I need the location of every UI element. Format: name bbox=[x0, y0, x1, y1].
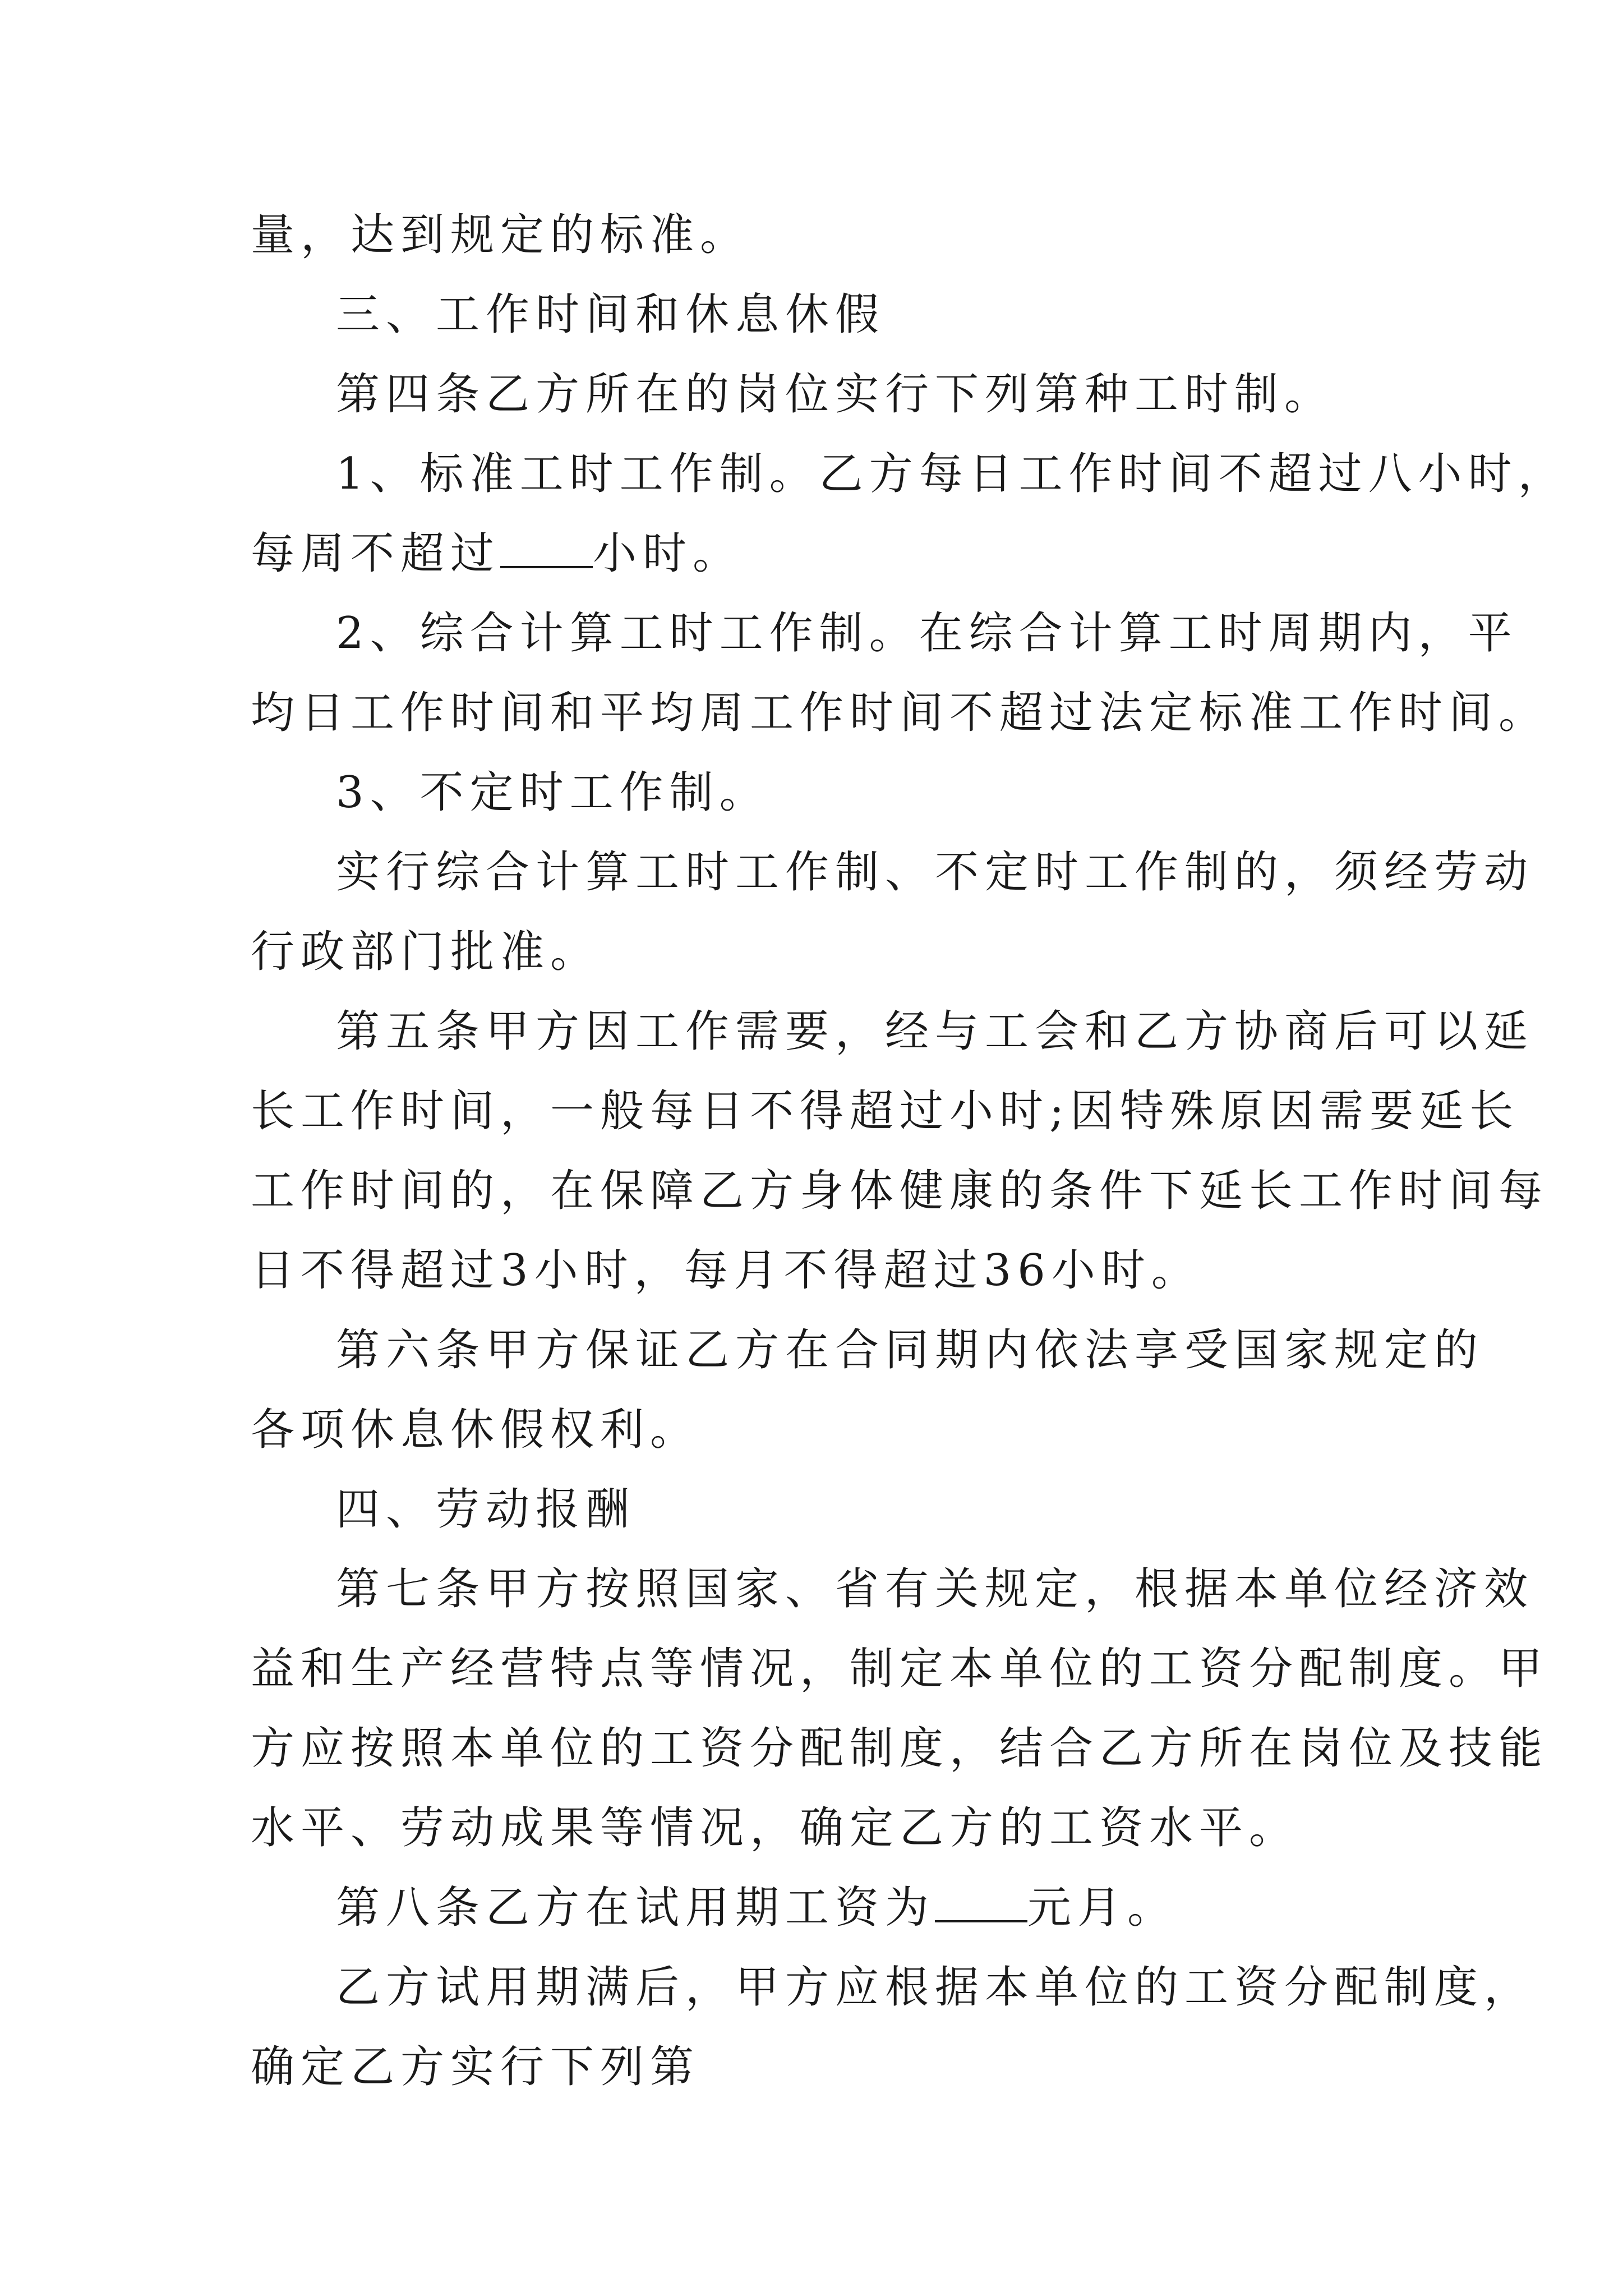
line-text-after-blank: 小时。 bbox=[593, 528, 743, 579]
paragraph-line: 1、标准工时工作制。乙方每日工作时间不超过八小时， bbox=[336, 449, 1568, 499]
paragraph-line: 2、综合计算工时工作制。在综合计算工时周期内，平 bbox=[336, 608, 1518, 659]
fill-in-blank bbox=[935, 1885, 1027, 1922]
paragraph-line: 确定乙方实行下列第 bbox=[251, 2042, 700, 2092]
paragraph-line: 益和生产经营特点等情况，制定本单位的工资分配制度。甲 bbox=[251, 1644, 1549, 1694]
document-body bbox=[251, 195, 1568, 2107]
section-heading: 四、劳动报酬 bbox=[336, 1484, 636, 1535]
paragraph-line: 长工作时间，一般每日不得超过小时;因特殊原因需要延长 bbox=[251, 1086, 1520, 1137]
paragraph-line: 各项休息休假权利。 bbox=[251, 1405, 700, 1455]
article-line-with-blank bbox=[251, 1868, 1398, 1948]
paragraph-line: 均日工作时间和平均周工作时间不超过法定标准工作时间。 bbox=[251, 688, 1549, 738]
paragraph-line: 日不得超过3小时，每月不得超过36小时。 bbox=[251, 1245, 1201, 1296]
line-text-before-blank: 第八条乙方在试用期工资为 bbox=[336, 1883, 935, 1933]
paragraph-line: 行政部门批准。 bbox=[251, 927, 601, 977]
article-line: 第五条甲方因工作需要，经与工会和乙方协商后可以延 bbox=[336, 1006, 1534, 1057]
article-line: 第七条甲方按照国家、省有关规定，根据本单位经济效 bbox=[336, 1564, 1534, 1614]
fill-in-blank bbox=[500, 531, 593, 568]
article-line: 第四条乙方所在的岗位实行下列第种工时制。 bbox=[336, 369, 1335, 420]
paragraph-line-with-blank bbox=[251, 514, 1398, 593]
paragraph-line: 量，达到规定的标准。 bbox=[251, 210, 750, 260]
line-text-before-blank: 每周不超过 bbox=[251, 528, 501, 579]
paragraph-line: 3、不定时工作制。 bbox=[336, 767, 769, 818]
paragraph-line: 工作时间的，在保障乙方身体健康的条件下延长工作时间每 bbox=[251, 1166, 1549, 1216]
paragraph-line: 方应按照本单位的工资分配制度，结合乙方所在岗位及技能 bbox=[251, 1723, 1549, 1774]
paragraph-line: 乙方试用期满后，甲方应根据本单位的工资分配制度， bbox=[336, 1962, 1534, 2013]
paragraph-line: 实行综合计算工时工作制、不定时工作制的，须经劳动 bbox=[336, 847, 1534, 898]
section-heading: 三、工作时间和休息休假 bbox=[336, 289, 886, 340]
paragraph-line: 水平、劳动成果等情况，确定乙方的工资水平。 bbox=[251, 1803, 1299, 1853]
line-text-after-blank: 元月。 bbox=[1027, 1883, 1178, 1933]
article-line: 第六条甲方保证乙方在合同期内依法享受国家规定的 bbox=[336, 1325, 1484, 1375]
